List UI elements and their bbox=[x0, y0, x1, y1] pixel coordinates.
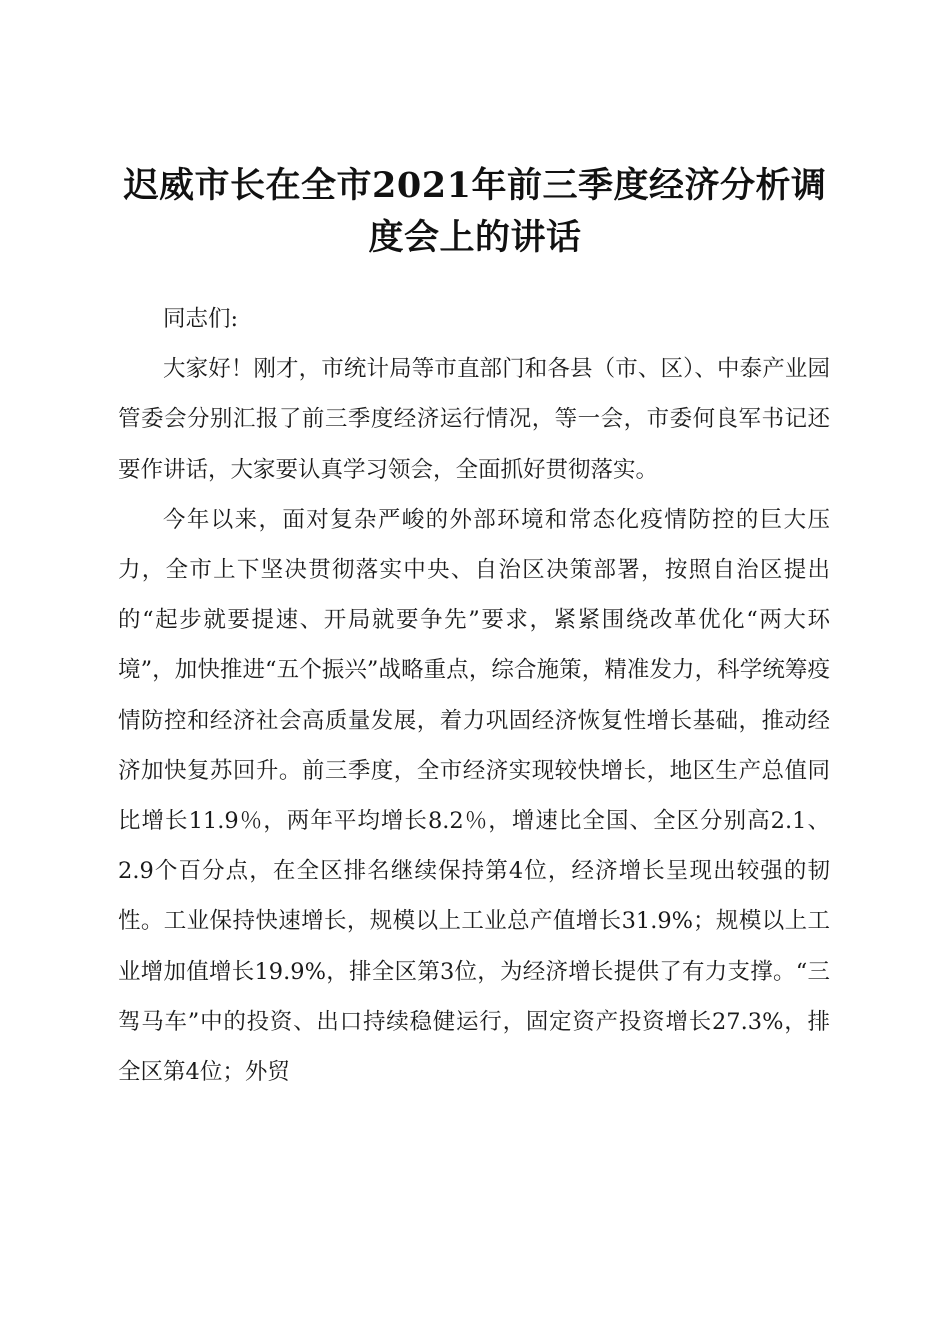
title-line-2: 度会上的讲话 bbox=[368, 217, 582, 258]
paragraph-opening: 大家好！刚才，市统计局等市直部门和各县（市、区）、中泰产业园管委会分别汇报了前三季度经济运行情况，等一会，市委何良军书记还要作讲话，大家要认真学习领会，全面抓好贯彻落实。 bbox=[118, 356, 830, 483]
speech-body bbox=[118, 294, 830, 1097]
title-line-1: 迟威市长在全市2021年前三季度经济分析调 bbox=[123, 165, 827, 206]
salutation: 同志们: bbox=[163, 306, 239, 332]
page-title bbox=[110, 160, 840, 264]
paragraph-economy-review: 今年以来，面对复杂严峻的外部环境和常态化疫情防控的巨大压力，全市上下坚决贯彻落实中央、自治区决策部署，按照自治区提出的“起步就要提速、开局就要争先”要求，紧紧围绕改革优化“两大环境”，加快推进“五个振兴”战略重点，综合施策，精准发力，科学统筹疫情防控和经济社会高质量发展，着力巩固经济恢复性增长基础，推动经济加快复苏回升。前三季度，全市经济实现较快增长，地区生产总值同比增长11.9％，两年平均增长8.2％，增速比全国、全区分别高2.1、2.9个百分点，在全区排名继续保持第4位，经济增长呈现出较强的韧性。工业保持快速增长，规模以上工业总产值增长31.9%；规模以上工业增加值增长19.9%，排全区第3位，为经济增长提供了有力支撑。“三驾马车”中的投资、出口持续稳健运行，固定资产投资增长27.3%，排全区第4位；外贸 bbox=[118, 506, 830, 1086]
